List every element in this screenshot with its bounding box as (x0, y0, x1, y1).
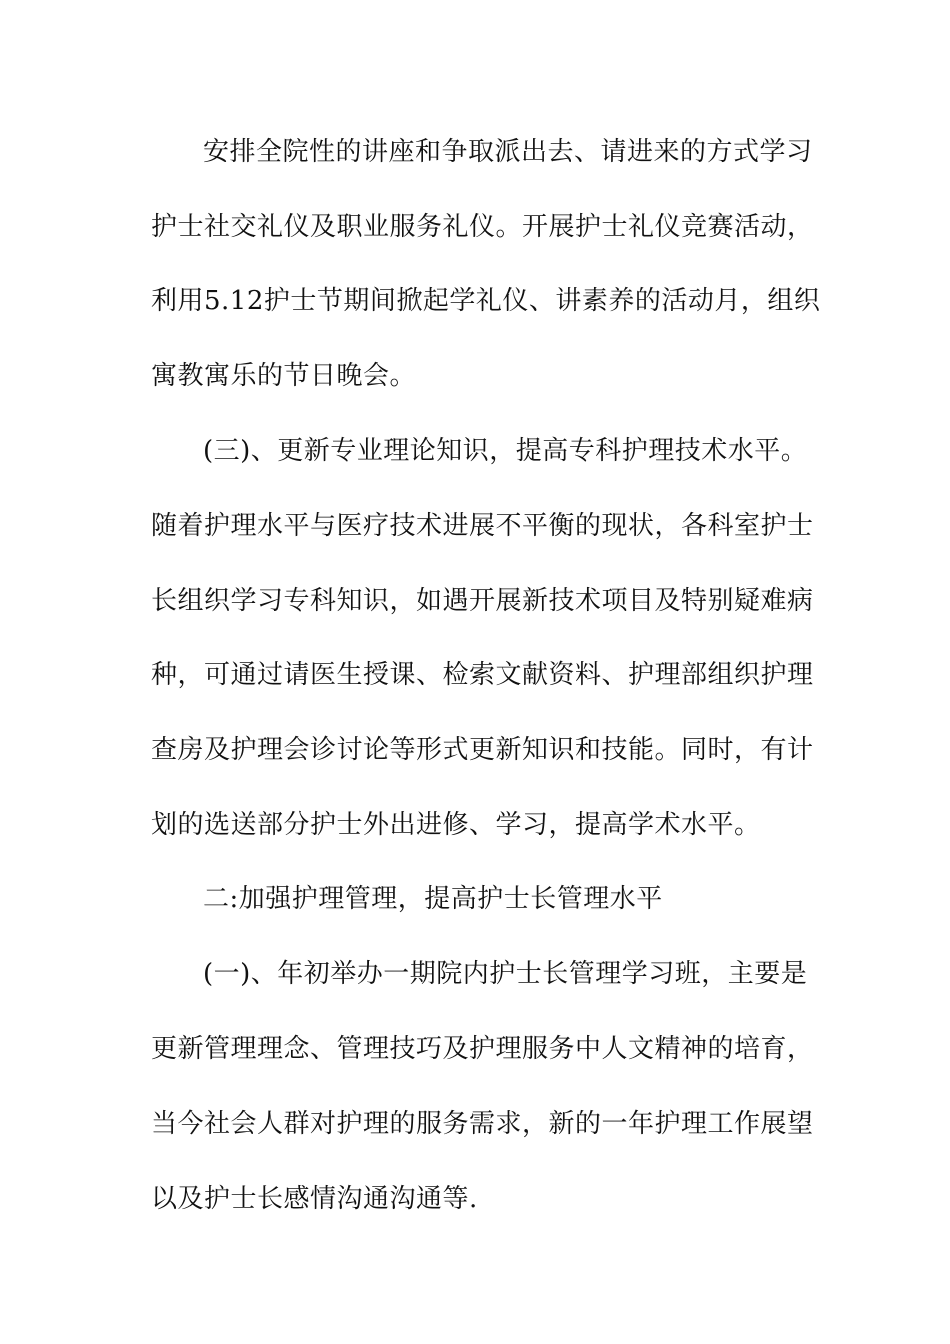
text-line-14: 当今社会人群对护理的服务需求，新的一年护理工作展望 (151, 1109, 814, 1139)
text-line-13: 更新管理理念、管理技巧及护理服务中人文精神的培育， (151, 1034, 814, 1064)
text-line-8: 种，可通过请医生授课、检索文献资料、护理部组织护理 (151, 660, 814, 690)
text-line-10: 划的选送部分护士外出进修、学习，提高学术水平。 (151, 810, 761, 840)
text-line-15: 以及护士长感情沟通沟通等. (151, 1184, 478, 1214)
text-line-9: 查房及护理会诊讨论等形式更新知识和技能。同时，有计 (151, 735, 814, 765)
section-heading-3: (三)、更新专业理论知识，提高专科护理技术水平。 (203, 436, 808, 466)
section-heading-2: 二:加强护理管理，提高护士长管理水平 (203, 884, 663, 914)
text-line-7: 长组织学习专科知识，如遇开展新技术项目及特别疑难病 (151, 586, 814, 616)
text-line-2: 护士社交礼仪及职业服务礼仪。开展护士礼仪竞赛活动， (151, 212, 814, 242)
text-line-4: 寓教寓乐的节日晚会。 (151, 361, 417, 391)
text-line-3: 利用5.12护士节期间掀起学礼仪、讲素养的活动月，组织 (151, 286, 821, 316)
text-line-6: 随着护理水平与医疗技术进展不平衡的现状，各科室护士 (151, 511, 814, 541)
text-line-1: 安排全院性的讲座和争取派出去、请进来的方式学习 (203, 137, 813, 167)
subsection-heading-1: (一)、年初举办一期院内护士长管理学习班，主要是 (203, 959, 808, 989)
